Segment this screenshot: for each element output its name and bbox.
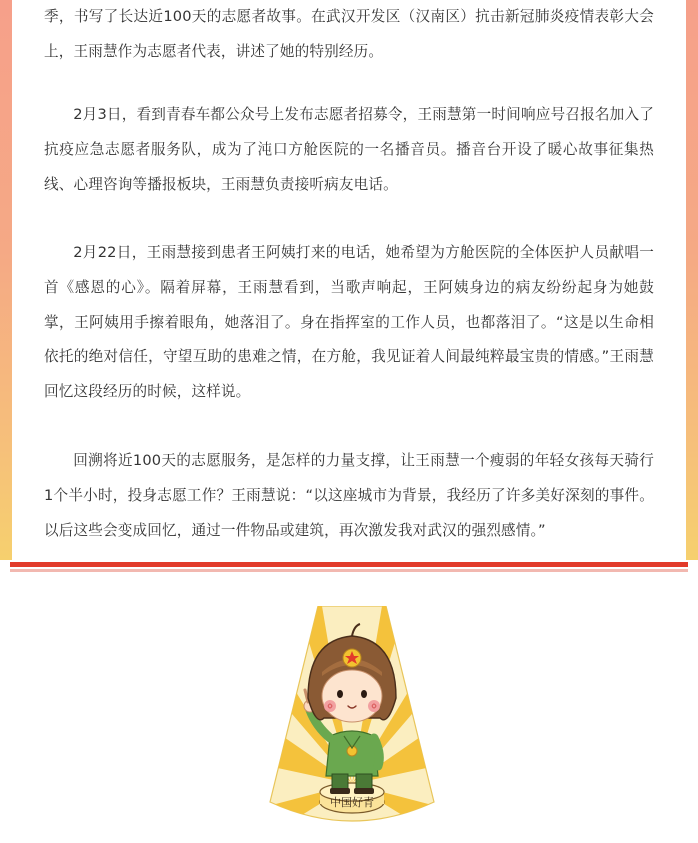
right-cheek — [368, 700, 380, 712]
paragraph-3: 2月22日，王雨慧接到患者王阿姨打来的电话，她希望为方舱医院的全体医护人员献唱一首《感恩的心》。隔着屏幕，王雨慧看到，当歌声响起，王阿姨身边的病友纷纷起身为她鼓掌，王阿姨用手擦着眼角，她落泪了。身在指挥室的工作人员，也都落泪了。“这是以生命相依托的绝对信任，守望互助的患难之情，在方舱，我见证着人间最纯粹最宝贵的情感。”王雨慧回忆这段经历的时候，这样说。 — [44, 244, 654, 401]
divider-pink — [10, 569, 688, 572]
divider-red — [10, 562, 688, 567]
face — [322, 670, 382, 722]
left-cheek — [324, 700, 336, 712]
right-arm — [374, 738, 379, 766]
paragraph-2: 2月3日，看到青春车都公众号上发布志愿者招募令，王雨慧第一时间响应号召报名加入了抗疫应急志愿者服务队，成为了沌口方舱医院的一名播音员。播音台开设了暖心故事征集热线、心理咨询等播报板块，王雨慧负责接听病友电话。 — [44, 106, 654, 193]
paragraph-1: 季，书写了长达近100天的志愿者故事。在武汉开发区（汉南区）抗击新冠肺炎疫情表彰大会上，王雨慧作为志愿者代表，讲述了她的特别经历。 — [44, 8, 654, 60]
mascot-illustration — [268, 606, 436, 836]
pedestal-label: 中国好青 — [330, 796, 374, 809]
paragraph-4: 回溯将近100天的志愿服务，是怎样的力量支撑，让王雨慧一个瘦弱的年轻女孩每天骑行1个半小时，投身志愿工作？王雨慧说：“以这座城市为背景，我经历了许多美好深刻的事件。以后这些会变成回忆，通过一件物品或建筑，再次激发我对武汉的强烈感情。” — [44, 452, 654, 539]
article-card — [12, 0, 686, 560]
